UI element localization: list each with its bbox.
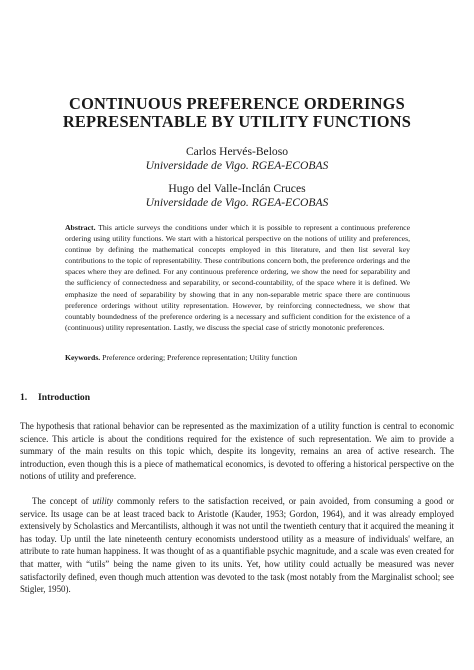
keywords-label: Keywords. <box>65 353 101 362</box>
section-number: 1. <box>20 392 28 403</box>
author-affiliation: Universidade de Vigo. RGEA-ECOBAS <box>145 196 329 209</box>
section-heading <box>20 392 90 404</box>
title-line-2: REPRESENTABLE BY UTILITY FUNCTIONS <box>62 112 412 131</box>
body-paragraph: The hypothesis that rational behavior can be represented as the maximization of a utility function is central to economic science. This article is about the conditions required for the existence of such representation. We aim to provide a summary of the main results on this topic which, despite its longevity, remains an area of active research. The introduction, even though this is a piece of mathematical economics, is devoted to offering a historical perspective on the notions of utility and preference. <box>20 421 454 482</box>
paragraph-text: commonly refers to the satisfaction received, or pain avoided, from consuming a good or service. Its usage can be at least traced back to Aristotle (Kauder, 1953; Gordon, 1964), and it was already employed extensively by Scholastics and Mercantilists, although it was not until the twentieth century that it acquired the meaning it has today. Up until the late nineteenth century economists understood utility as a measure of individuals' welfare, an attribute to rate human happiness. It was thought of as a quantifiable psychic magnitude, and a scale was even created for that matter, with “utils” being the name given to its units. Yet, how utility could actually be measured was never satisfactorily defined, even though much attention was devoted to the task (most notably from the Marginalist school; see Stigler, 1950). <box>20 496 454 595</box>
section-title: Introduction <box>38 392 91 403</box>
body-paragraph <box>20 495 454 596</box>
keywords-text: Preference ordering; Preference representation; Utility function <box>102 353 298 362</box>
abstract-text: This article surveys the conditions under which it is possible to represent a continuous preference ordering using utility functions. We start with a historical perspective on the notions of utility and preferences, continue by defining the mathematical concepts employed in this literature, and then list several key contributions to the topic of representability. These contributions concern both, the preference orderings and the spaces where they are defined. For any continuous preference ordering, we show the need for separability and the sufficiency of connectedness and separability, or second-countability, of the space where it is defined. We emphasize the need of separability by showing that in any non-separable metric space there are continuous preference orderings without utility representation. However, by reinforcing connectedness, we show that countably boundedness of the preference ordering is a necessary and sufficient condition for the existence of a (continuous) utility representation. Lastly, we discuss the special case of strictly monotonic preferences. <box>65 223 410 332</box>
paper-title <box>0 95 474 131</box>
keywords <box>65 352 410 363</box>
author-affiliation: Universidade de Vigo. RGEA-ECOBAS <box>145 159 329 172</box>
abstract-label: Abstract. <box>65 223 96 232</box>
abstract <box>65 222 410 333</box>
emphasized-term: utility <box>92 496 114 506</box>
title-line-1: CONTINUOUS PREFERENCE ORDERINGS <box>69 94 405 113</box>
author-name: Hugo del Valle-Inclán Cruces <box>168 182 306 195</box>
author-name: Carlos Hervés-Beloso <box>185 145 289 158</box>
paragraph-text: The concept of <box>32 496 93 506</box>
